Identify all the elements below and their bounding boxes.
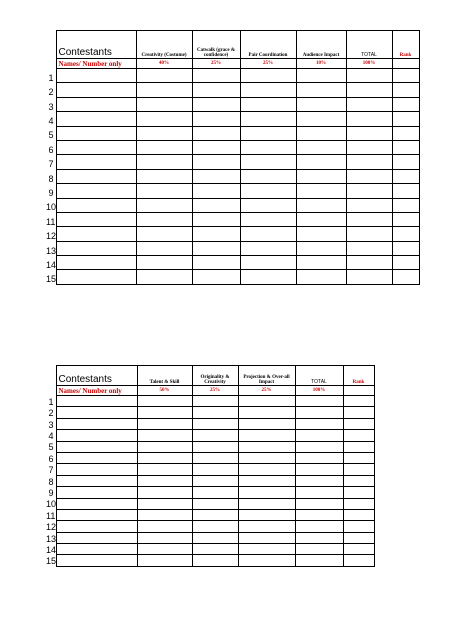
score-cell[interactable] (192, 126, 240, 140)
score-cell[interactable] (240, 198, 296, 212)
score-cell[interactable] (192, 396, 238, 407)
score-cell[interactable] (192, 430, 238, 441)
score-cell[interactable] (192, 509, 238, 520)
score-cell[interactable] (295, 555, 343, 566)
row-number: 5 (48, 442, 54, 453)
contestants-title: Contestants (56, 31, 136, 59)
score-cell[interactable] (343, 407, 374, 418)
score-cell[interactable] (137, 464, 192, 475)
table-row (46, 184, 419, 198)
score-cell[interactable] (343, 532, 374, 543)
table-row (46, 83, 419, 97)
score-cell[interactable] (192, 212, 240, 226)
row-number: 14 (46, 544, 56, 555)
score-cell[interactable] (238, 441, 295, 452)
score-cell[interactable] (392, 155, 419, 169)
table-row (46, 555, 374, 566)
score-cell[interactable] (343, 509, 374, 520)
table-row (46, 112, 419, 126)
table-row (46, 227, 419, 241)
score-cell[interactable] (296, 169, 346, 183)
table-row (46, 140, 419, 154)
names-label: Names/ Number only (56, 386, 137, 396)
table-row (46, 452, 374, 463)
score-cell[interactable] (296, 198, 346, 212)
score-cell[interactable] (238, 464, 295, 475)
score-cell[interactable] (346, 270, 392, 284)
score-cell[interactable] (192, 256, 240, 270)
weight-cell: 40% (136, 59, 192, 69)
score-cell[interactable] (137, 452, 192, 463)
table-row (46, 521, 374, 532)
weights-row (46, 386, 374, 396)
score-sheet-2 (46, 365, 375, 567)
name-cell[interactable] (56, 69, 136, 83)
name-cell[interactable] (56, 487, 137, 498)
rank-header: Rank (392, 31, 419, 59)
score-cell[interactable] (392, 198, 419, 212)
score-cell[interactable] (136, 97, 192, 111)
table-row (46, 418, 374, 429)
score-cell[interactable] (295, 430, 343, 441)
score-cell[interactable] (136, 69, 192, 83)
score-cell[interactable] (343, 555, 374, 566)
score-cell[interactable] (137, 407, 192, 418)
score-cell[interactable] (240, 69, 296, 83)
score-cell[interactable] (343, 475, 374, 486)
score-cell[interactable] (295, 475, 343, 486)
score-cell[interactable] (137, 555, 192, 566)
name-cell[interactable] (56, 532, 137, 543)
row-number: 5 (48, 130, 54, 141)
row-number: 9 (48, 188, 54, 199)
column-header: Audience Impact (296, 31, 346, 59)
row-number: 7 (48, 465, 54, 476)
table-row (46, 212, 419, 226)
row-number: 11 (46, 216, 56, 227)
score-cell[interactable] (346, 126, 392, 140)
table-row (46, 69, 419, 83)
names-label: Names/ Number only (56, 59, 136, 69)
row-number: 6 (48, 144, 54, 155)
row-number: 12 (46, 522, 56, 533)
score-cell[interactable] (137, 441, 192, 452)
table-row (46, 509, 374, 520)
name-cell[interactable] (56, 126, 136, 140)
score-cell[interactable] (392, 83, 419, 97)
row-number: 2 (48, 408, 54, 419)
table-row (46, 532, 374, 543)
score-cell[interactable] (296, 97, 346, 111)
name-cell[interactable] (56, 555, 137, 566)
score-cell[interactable] (238, 544, 295, 555)
score-cell[interactable] (240, 184, 296, 198)
name-cell[interactable] (56, 227, 136, 241)
table-row (46, 169, 419, 183)
name-cell[interactable] (56, 509, 137, 520)
score-cell[interactable] (295, 464, 343, 475)
score-cell[interactable] (240, 112, 296, 126)
score-cell[interactable] (392, 227, 419, 241)
row-number: 3 (48, 101, 54, 112)
score-cell[interactable] (137, 396, 192, 407)
name-cell[interactable] (56, 270, 136, 284)
table-row (46, 270, 419, 284)
score-cell[interactable] (137, 521, 192, 532)
score-cell[interactable] (192, 69, 240, 83)
score-cell[interactable] (296, 155, 346, 169)
score-cell[interactable] (192, 464, 238, 475)
score-cell[interactable] (137, 498, 192, 509)
score-cell[interactable] (295, 418, 343, 429)
score-cell[interactable] (240, 169, 296, 183)
score-cell[interactable] (136, 256, 192, 270)
weight-cell: 25% (240, 59, 296, 69)
name-cell[interactable] (56, 140, 136, 154)
score-cell[interactable] (392, 256, 419, 270)
row-number: 7 (48, 159, 54, 170)
score-cell[interactable] (392, 112, 419, 126)
score-cell[interactable] (346, 69, 392, 83)
score-cell[interactable] (343, 464, 374, 475)
score-cell[interactable] (192, 169, 240, 183)
score-cell[interactable] (295, 452, 343, 463)
score-cell[interactable] (137, 487, 192, 498)
table-row (46, 407, 374, 418)
header-row (46, 31, 419, 59)
score-cell[interactable] (192, 270, 240, 284)
score-cell[interactable] (296, 126, 346, 140)
score-cell[interactable] (240, 227, 296, 241)
score-cell[interactable] (343, 498, 374, 509)
weight-cell (343, 386, 374, 396)
score-cell[interactable] (295, 441, 343, 452)
column-header: Creativity (Costume) (136, 31, 192, 59)
score-cell[interactable] (136, 198, 192, 212)
row-number: 8 (48, 476, 54, 487)
score-cell[interactable] (238, 407, 295, 418)
name-cell[interactable] (56, 198, 136, 212)
score-cell[interactable] (192, 532, 238, 543)
score-cell[interactable] (240, 97, 296, 111)
name-cell[interactable] (56, 407, 137, 418)
score-cell[interactable] (346, 97, 392, 111)
score-cell[interactable] (392, 241, 419, 255)
weight-cell: 25% (238, 386, 295, 396)
score-cell[interactable] (192, 475, 238, 486)
weights-row (46, 59, 419, 69)
weight-cell: 50% (137, 386, 192, 396)
weight-cell: 25% (192, 386, 238, 396)
score-cell[interactable] (137, 430, 192, 441)
score-cell[interactable] (343, 544, 374, 555)
score-cell[interactable] (238, 498, 295, 509)
name-cell[interactable] (56, 112, 136, 126)
score-cell[interactable] (137, 544, 192, 555)
score-cell[interactable] (295, 487, 343, 498)
name-cell[interactable] (56, 521, 137, 532)
table-row (46, 241, 419, 255)
score-cell[interactable] (238, 475, 295, 486)
score-cell[interactable] (192, 521, 238, 532)
score-cell[interactable] (136, 155, 192, 169)
header-row (46, 366, 374, 386)
score-cell[interactable] (192, 544, 238, 555)
score-cell[interactable] (346, 198, 392, 212)
score-cell[interactable] (136, 83, 192, 97)
score-cell[interactable] (295, 544, 343, 555)
score-cell[interactable] (343, 430, 374, 441)
score-cell[interactable] (240, 212, 296, 226)
score-cell[interactable] (346, 256, 392, 270)
score-cell[interactable] (346, 227, 392, 241)
score-cell[interactable] (392, 212, 419, 226)
table-row (46, 487, 374, 498)
score-cell[interactable] (192, 184, 240, 198)
name-cell[interactable] (56, 430, 137, 441)
score-cell[interactable] (192, 498, 238, 509)
name-cell[interactable] (56, 464, 137, 475)
score-cell[interactable] (296, 227, 346, 241)
name-cell[interactable] (56, 169, 136, 183)
total-header: TOTAL (295, 366, 343, 386)
column-header: Originality & Creativity (192, 366, 238, 386)
score-cell[interactable] (295, 498, 343, 509)
score-cell[interactable] (192, 241, 240, 255)
row-number: 9 (48, 488, 54, 499)
score-cell[interactable] (392, 69, 419, 83)
score-cell[interactable] (192, 418, 238, 429)
name-cell[interactable] (56, 212, 136, 226)
column-header: Talent & Skill (137, 366, 192, 386)
score-cell[interactable] (240, 241, 296, 255)
row-number: 10 (46, 202, 56, 213)
score-cell[interactable] (240, 83, 296, 97)
row-number: 15 (46, 274, 56, 285)
score-cell[interactable] (192, 227, 240, 241)
row-number: 1 (48, 72, 54, 83)
score-cell[interactable] (392, 126, 419, 140)
row-number: 6 (48, 453, 54, 464)
row-number: 4 (48, 431, 54, 442)
row-number: 12 (46, 231, 56, 242)
weight-cell: 10% (296, 59, 346, 69)
score-cell[interactable] (137, 509, 192, 520)
name-cell[interactable] (56, 498, 137, 509)
score-cell[interactable] (136, 140, 192, 154)
table-row (46, 498, 374, 509)
score-cell[interactable] (343, 396, 374, 407)
score-cell[interactable] (296, 212, 346, 226)
score-cell[interactable] (137, 475, 192, 486)
score-cell[interactable] (295, 521, 343, 532)
score-cell[interactable] (238, 555, 295, 566)
table-row (46, 396, 374, 407)
score-cell[interactable] (192, 441, 238, 452)
score-cell[interactable] (238, 521, 295, 532)
score-cell[interactable] (296, 112, 346, 126)
score-cell[interactable] (296, 69, 346, 83)
row-number: 2 (48, 87, 54, 98)
name-cell[interactable] (56, 155, 136, 169)
weight-cell (392, 59, 419, 69)
score-cell[interactable] (238, 532, 295, 543)
score-cell[interactable] (346, 112, 392, 126)
score-sheet-1 (46, 30, 420, 285)
score-cell[interactable] (296, 270, 346, 284)
score-cell[interactable] (136, 126, 192, 140)
score-cell[interactable] (346, 169, 392, 183)
score-cell[interactable] (137, 532, 192, 543)
row-number: 15 (46, 556, 56, 567)
score-cell[interactable] (343, 452, 374, 463)
score-cell[interactable] (392, 140, 419, 154)
score-cell[interactable] (346, 155, 392, 169)
name-cell[interactable] (56, 241, 136, 255)
score-cell[interactable] (240, 140, 296, 154)
table-row (46, 97, 419, 111)
score-cell[interactable] (192, 97, 240, 111)
score-cell[interactable] (346, 212, 392, 226)
score-cell[interactable] (137, 418, 192, 429)
score-cell[interactable] (192, 155, 240, 169)
score-cell[interactable] (296, 184, 346, 198)
total-header: TOTAL (346, 31, 392, 59)
score-cell[interactable] (295, 532, 343, 543)
row-number: 14 (46, 259, 56, 270)
score-cell[interactable] (136, 112, 192, 126)
table-row (46, 430, 374, 441)
weight-cell: 100% (295, 386, 343, 396)
score-cell[interactable] (192, 407, 238, 418)
row-number: 11 (46, 510, 56, 521)
score-cell[interactable] (296, 140, 346, 154)
score-cell[interactable] (136, 241, 192, 255)
table-row (46, 475, 374, 486)
rank-header: Rank (343, 366, 374, 386)
score-cell[interactable] (238, 487, 295, 498)
row-number: 1 (48, 396, 54, 407)
name-cell[interactable] (56, 256, 136, 270)
score-cell[interactable] (346, 83, 392, 97)
score-cell[interactable] (346, 241, 392, 255)
row-number: 10 (46, 499, 56, 510)
score-cell[interactable] (136, 270, 192, 284)
weight-cell: 100% (346, 59, 392, 69)
score-cell[interactable] (343, 441, 374, 452)
score-cell[interactable] (192, 555, 238, 566)
name-cell[interactable] (56, 544, 137, 555)
row-number: 13 (46, 245, 56, 256)
name-cell[interactable] (56, 83, 136, 97)
score-cell[interactable] (192, 452, 238, 463)
table-row (46, 464, 374, 475)
column-header: Catwalk (grace & confidence) (192, 31, 240, 59)
score-cell[interactable] (192, 487, 238, 498)
score-cell[interactable] (238, 452, 295, 463)
score-cell[interactable] (295, 396, 343, 407)
score-cell[interactable] (295, 407, 343, 418)
score-cell[interactable] (346, 184, 392, 198)
score-cell[interactable] (343, 521, 374, 532)
table-row (46, 198, 419, 212)
name-cell[interactable] (56, 97, 136, 111)
contestants-title: Contestants (56, 366, 137, 386)
score-cell[interactable] (240, 126, 296, 140)
score-cell[interactable] (392, 270, 419, 284)
column-header: Projection & Over-all Impact (238, 366, 295, 386)
column-header: Pair Coordination (240, 31, 296, 59)
score-cell[interactable] (238, 418, 295, 429)
score-cell[interactable] (295, 509, 343, 520)
score-cell[interactable] (346, 140, 392, 154)
row-number: 4 (48, 116, 54, 127)
score-cell[interactable] (343, 418, 374, 429)
score-cell[interactable] (392, 184, 419, 198)
score-cell[interactable] (192, 83, 240, 97)
table-row (46, 441, 374, 452)
score-cell[interactable] (136, 212, 192, 226)
score-cell[interactable] (136, 184, 192, 198)
score-cell[interactable] (136, 169, 192, 183)
row-number: 3 (48, 419, 54, 430)
score-cell[interactable] (296, 256, 346, 270)
name-cell[interactable] (56, 475, 137, 486)
score-cell[interactable] (240, 270, 296, 284)
score-cell[interactable] (343, 487, 374, 498)
score-cell[interactable] (296, 241, 346, 255)
name-cell[interactable] (56, 441, 137, 452)
score-cell[interactable] (240, 256, 296, 270)
score-cell[interactable] (238, 509, 295, 520)
score-cell[interactable] (238, 430, 295, 441)
row-number: 8 (48, 173, 54, 184)
score-cell[interactable] (296, 83, 346, 97)
score-cell[interactable] (240, 155, 296, 169)
table-row (46, 256, 419, 270)
score-cell[interactable] (238, 396, 295, 407)
weight-cell: 25% (192, 59, 240, 69)
table-row (46, 155, 419, 169)
table-row (46, 544, 374, 555)
table-row (46, 126, 419, 140)
score-cell[interactable] (192, 112, 240, 126)
score-cell[interactable] (136, 227, 192, 241)
score-cell[interactable] (392, 169, 419, 183)
name-cell[interactable] (56, 452, 137, 463)
name-cell[interactable] (56, 396, 137, 407)
name-cell[interactable] (56, 184, 136, 198)
name-cell[interactable] (56, 418, 137, 429)
score-cell[interactable] (392, 97, 419, 111)
score-cell[interactable] (192, 140, 240, 154)
score-cell[interactable] (192, 198, 240, 212)
row-number: 13 (46, 533, 56, 544)
